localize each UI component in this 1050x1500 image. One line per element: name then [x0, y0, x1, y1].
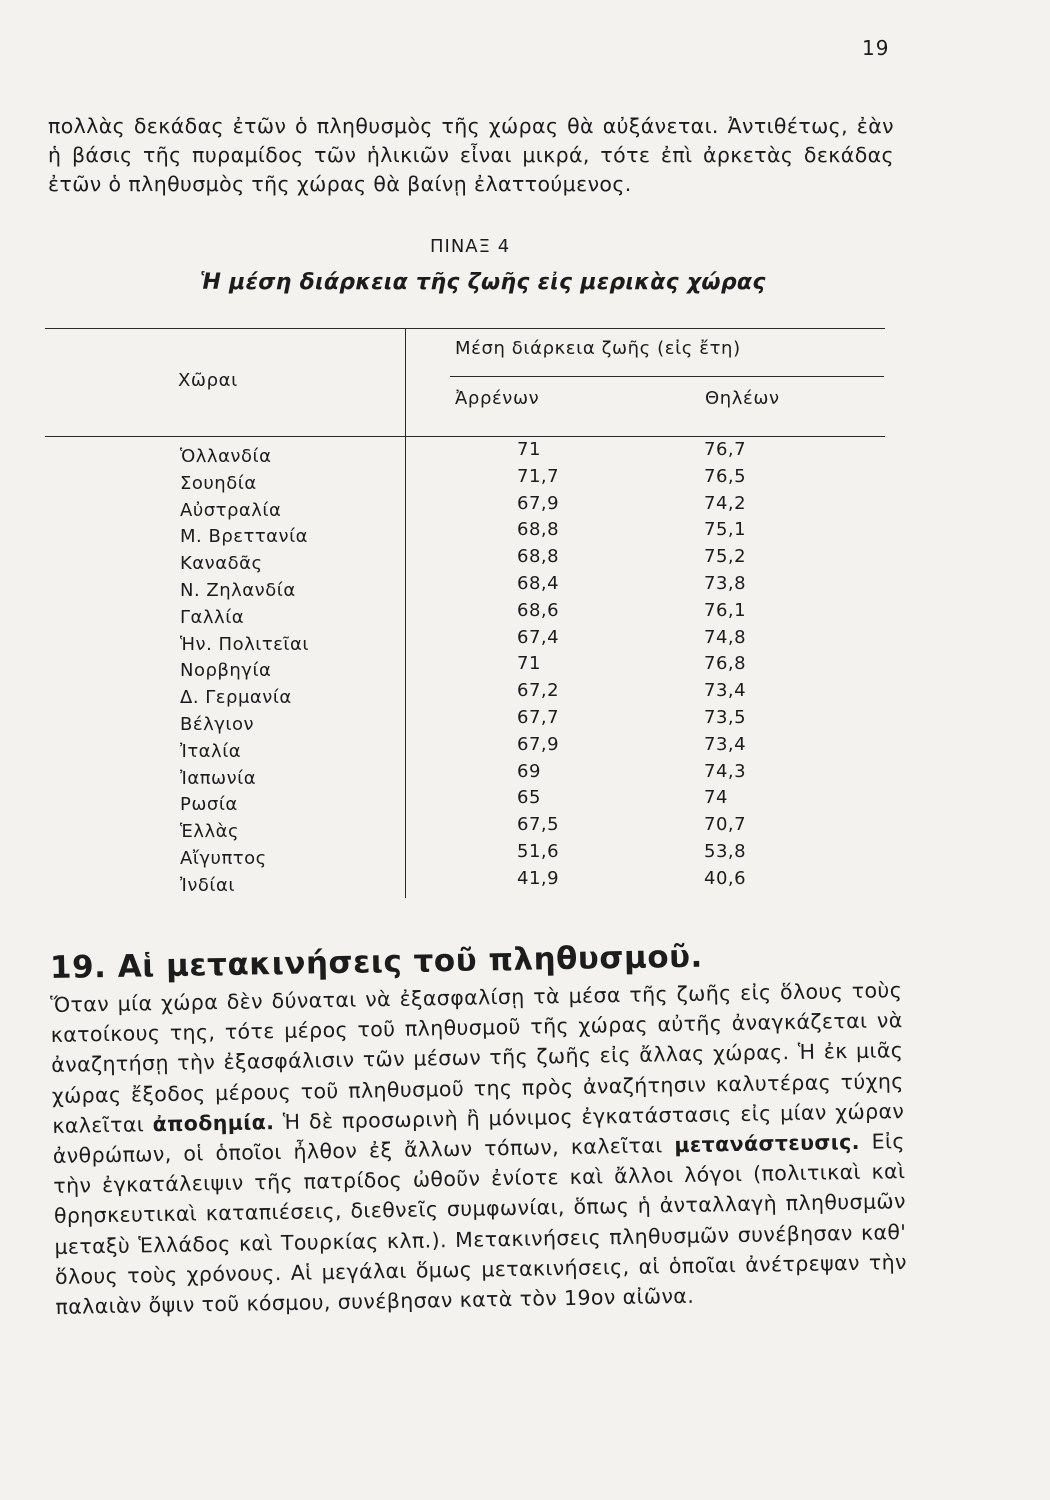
- term-metanastefsis: μετανάστευσις.: [674, 1129, 861, 1158]
- male-value: 67,5: [517, 814, 560, 836]
- male-value: 67,9: [517, 492, 560, 514]
- male-value: 67,7: [517, 706, 560, 728]
- header-life-expectancy: Μέση διάρκεια ζωῆς (εἰς ἔτη): [455, 338, 741, 359]
- header-female: Θηλέων: [705, 388, 780, 409]
- male-value: 51,6: [517, 840, 560, 862]
- section-heading: 19. Αἱ μετακινήσεις τοῦ πληθυσμοῦ.: [49, 938, 704, 986]
- country-name: Σουηδία: [180, 472, 257, 494]
- male-value: 65: [517, 787, 541, 809]
- female-value: 76,5: [704, 465, 747, 487]
- female-value: 74,8: [704, 626, 747, 648]
- page-number: 19: [862, 36, 890, 60]
- header-male: Ἀρρένων: [455, 388, 540, 409]
- female-value: 75,2: [704, 546, 747, 568]
- male-value: 71: [517, 439, 541, 460]
- male-value: 71: [517, 653, 541, 675]
- country-name: Μ. Βρεττανία: [180, 526, 309, 548]
- term-apodimia: ἀποδημία.: [152, 1109, 275, 1137]
- female-value: 76,7: [704, 439, 747, 460]
- male-value: 68,6: [517, 599, 560, 621]
- intro-paragraph: πολλὰς δεκάδας ἐτῶν ὁ πληθυσμὸς τῆς χώρας θὰ αὐξάνεται. Ἀντιθέτως, ἐὰν ἡ βάσις τῆς πυραμίδος τῶν ἡλικιῶν εἶναι μικρά, τότε ἐπὶ ἀρκετὰς δεκάδας ἐτῶν ὁ πληθυσμὸς τῆς χώρας θὰ βαίνῃ ἐλαττούμενος.: [48, 114, 894, 196]
- male-value: 67,9: [517, 733, 560, 755]
- country-name: Ἰαπωνία: [180, 767, 257, 789]
- country-name: Ν. Ζηλανδία: [180, 579, 296, 601]
- male-value: 68,8: [517, 519, 560, 541]
- female-value: 76,1: [704, 599, 747, 621]
- country-name: Γαλλία: [180, 606, 245, 628]
- female-value: 40,6: [704, 867, 747, 889]
- table-label: ΠΙΝΑΞ 4: [430, 236, 511, 257]
- male-value: 68,4: [517, 572, 560, 594]
- body-text-part-1: Ὅταν μία χώρα δὲν δύναται νὰ ἐξασφαλίσῃ τὰ μέσα τῆς ζωῆς εἰς ὅλους τοὺς κατοίκους της, τότε μέρος τοῦ πληθυσμοῦ τῆς χώρας αὐτῆς ἀναγκάζεται νὰ ἀναζητήσῃ τὴν ἐξασφάλισιν τῶν μέσων τῆς ζωῆς εἰς ἄλλας χώρας. Ἡ ἐκ μιᾶς χώρας ἔξοδος μέρους τοῦ πληθυσμοῦ της πρὸς ἀναζήτησιν καλυτέρας τύχης καλεῖται: [50, 978, 904, 1138]
- section-body-text: [50, 975, 908, 1322]
- country-name: Δ. Γερμανία: [180, 687, 292, 709]
- table-top-rule: [45, 328, 885, 329]
- country-name: Ἰταλία: [180, 740, 242, 762]
- country-name: Ὁλλανδία: [180, 446, 272, 467]
- country-name: Ἑλλὰς: [180, 821, 240, 843]
- male-value: 69: [517, 760, 541, 782]
- male-value: 41,9: [517, 867, 560, 889]
- female-value: 74: [704, 787, 728, 809]
- header-countries: Χῶραι: [178, 370, 238, 391]
- female-value: 73,5: [704, 706, 747, 728]
- male-value: 68,8: [517, 546, 560, 568]
- female-value: 74,3: [704, 760, 747, 782]
- table-subheader-rule: [450, 376, 884, 377]
- female-value: 74,2: [704, 492, 747, 514]
- table-row: [0, 867, 1050, 902]
- female-value: 73,8: [704, 572, 747, 594]
- country-name: Καναδᾶς: [180, 553, 263, 575]
- body-text-part-3: Εἰς τὴν ἐγκατάλειψιν τῆς πατρίδος ὠθοῦν ἐνίοτε καὶ ἄλλοι λόγοι (πολιτικαὶ καὶ θρησκευτικαὶ καταπιέσεις, διεθνεῖς συμφωνίαι, ὅπως ἡ ἀνταλλαγὴ πληθυσμῶν μεταξὺ Ἑλλάδος καὶ Τουρκίας κλπ.). Μετακινήσεις πληθυσμῶν συνέβησαν καθ' ὅλους τοὺς χρόνους. Αἱ μεγάλαι ὅμως μετακινήσεις, αἱ ὁποῖαι ἀνέτρεψαν τὴν παλαιὰν ὄψιν τοῦ κόσμου, συνέβησαν κατὰ τὸν 19ον αἰῶνα.: [53, 1129, 908, 1319]
- country-name: Ρωσία: [180, 794, 238, 816]
- country-name: Ἡν. Πολιτεῖαι: [180, 633, 309, 655]
- female-value: 53,8: [704, 840, 747, 862]
- table-header-rule: [45, 436, 885, 437]
- male-value: 67,4: [517, 626, 560, 648]
- table-body: [0, 439, 1050, 902]
- country-name: Βέλγιον: [180, 713, 255, 735]
- male-value: 71,7: [517, 465, 560, 487]
- country-name: Νορβηγία: [180, 660, 272, 682]
- table-title: Ἡ μέση διάρκεια τῆς ζωῆς εἰς μερικὰς χώρας: [200, 270, 766, 295]
- female-value: 73,4: [704, 680, 747, 702]
- male-value: 67,2: [517, 680, 560, 702]
- country-name: Αὐστραλία: [180, 499, 282, 521]
- table-header-divider: [405, 328, 406, 436]
- country-name: Ἰνδίαι: [180, 874, 235, 896]
- female-value: 76,8: [704, 653, 747, 675]
- female-value: 75,1: [704, 519, 747, 541]
- female-value: 70,7: [704, 814, 747, 836]
- female-value: 73,4: [704, 733, 747, 755]
- body-text-part-2: Ἡ δὲ προσωρινὴ ἢ μόνιμος ἐγκατάστασις εἰς μίαν χώραν ἀνθρώπων, οἱ ὁποῖοι ἦλθον ἐξ ἄλλων τόπων, καλεῖται: [52, 1098, 905, 1168]
- country-name: Αἴγυπτος: [180, 847, 267, 869]
